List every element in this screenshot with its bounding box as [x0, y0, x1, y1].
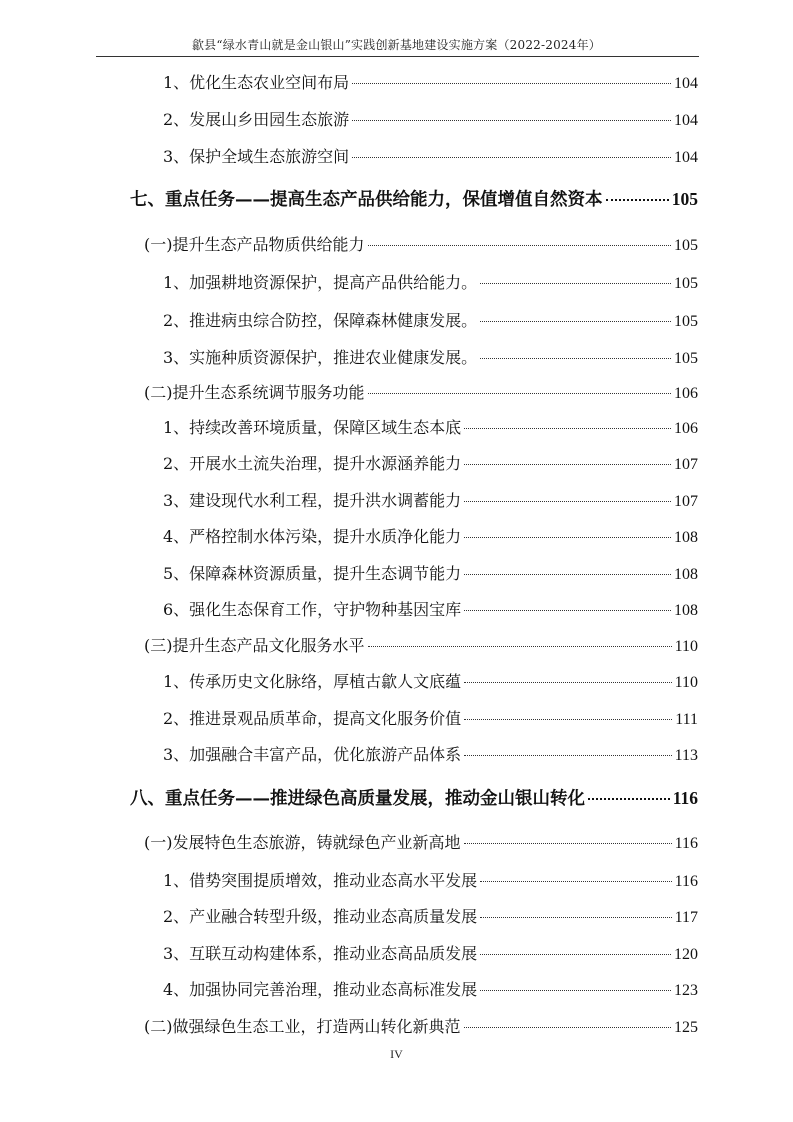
toc-subsection-entry[interactable]: [163, 270, 698, 293]
toc-entry-page: 116: [674, 835, 698, 852]
toc-entry-label: 6、强化生态保育工作，守护物种基因宝库: [163, 600, 462, 619]
toc-entry-label: 2、推进景观品质革命，提高文化服务价值: [163, 709, 462, 728]
toc-entry-page: 104: [674, 112, 698, 129]
toc-subsection-entry[interactable]: [163, 561, 698, 584]
toc-entry-page: 110: [674, 674, 698, 691]
toc-entry-page: 110: [674, 638, 698, 655]
toc-chapter-entry[interactable]: [130, 186, 698, 211]
toc-subsection-entry[interactable]: [163, 941, 698, 964]
toc-dot-leader: [464, 501, 671, 502]
toc-entry-label: 1、借势突围提质增效，推动业态高水平发展: [163, 871, 478, 890]
toc-dot-leader: [368, 646, 672, 647]
toc-dot-leader: [352, 83, 671, 84]
toc-entry-page: 106: [674, 385, 698, 402]
toc-entry-page: 108: [674, 529, 698, 546]
toc-subsection-entry[interactable]: [163, 488, 698, 511]
toc-dot-leader: [464, 1027, 672, 1028]
toc-entry-page: 108: [674, 602, 698, 619]
toc-dot-leader: [480, 358, 671, 359]
toc-dot-leader: [464, 843, 672, 844]
toc-entry-label: 2、开展水土流失治理，提升水源涵养能力: [163, 454, 462, 473]
toc-entry-page: 105: [674, 313, 698, 330]
toc-entry-page: 106: [674, 420, 698, 437]
toc-subsection-entry[interactable]: [163, 70, 698, 93]
toc-subsection-entry[interactable]: [163, 451, 698, 474]
toc-entry-page: 120: [674, 946, 698, 963]
toc-entry-label: (二)做强绿色生态工业，打造两山转化新典范: [144, 1017, 461, 1036]
toc-dot-leader: [480, 917, 671, 918]
toc-entry-label: 八、重点任务——推进绿色高质量发展，推动金山银山转化: [130, 789, 585, 809]
toc-dot-leader: [368, 393, 672, 394]
toc-entry-label: 1、持续改善环境质量，保障区域生态本底: [163, 418, 462, 437]
toc-entry-label: 3、实施种质资源保护，推进农业健康发展。: [163, 348, 478, 367]
toc-dot-leader: [352, 157, 671, 158]
toc-entry-page: 105: [674, 275, 698, 292]
toc-dot-leader: [464, 755, 671, 756]
toc-entry-page: 125: [674, 1019, 698, 1036]
toc-entry-label: (三)提升生态产品文化服务水平: [144, 636, 365, 655]
toc-subsection-entry[interactable]: [163, 415, 698, 438]
toc-entry-page: 107: [674, 456, 698, 473]
toc-subsection-entry[interactable]: [163, 308, 698, 331]
toc-entry-page: 108: [674, 566, 698, 583]
toc-dot-leader: [464, 464, 671, 465]
toc-subsection-entry[interactable]: [163, 742, 698, 765]
toc-entry-page: 116: [672, 788, 698, 808]
toc-entry-label: (一)提升生态产品物质供给能力: [144, 235, 365, 254]
toc-entry-page: 105: [671, 189, 698, 209]
toc-subsection-entry[interactable]: [163, 904, 698, 927]
toc-subsection-entry[interactable]: [163, 669, 698, 692]
toc-entry-label: 1、优化生态农业空间布局: [163, 73, 350, 92]
toc-section-entry[interactable]: [144, 1014, 698, 1037]
toc-dot-leader: [588, 798, 670, 800]
toc-entry-page: 116: [674, 873, 698, 890]
toc-entry-page: 104: [674, 75, 698, 92]
toc-entry-label: 1、加强耕地资源保护，提高产品供给能力。: [163, 273, 478, 292]
toc-entry-label: 2、推进病虫综合防控，保障森林健康发展。: [163, 311, 478, 330]
toc-entry-label: 5、保障森林资源质量，提升生态调节能力: [163, 564, 462, 583]
toc-subsection-entry[interactable]: [163, 107, 698, 130]
running-header: 歙县“绿水青山就是金山银山”实践创新基地建设实施方案（2022-2024年）: [191, 38, 601, 52]
toc-entry-label: 3、保护全域生态旅游空间: [163, 147, 350, 166]
toc-subsection-entry[interactable]: [163, 977, 698, 1000]
toc-entry-page: 113: [674, 747, 698, 764]
toc-dot-leader: [368, 245, 672, 246]
toc-section-entry[interactable]: [144, 380, 698, 403]
toc-entry-label: 1、传承历史文化脉络，厚植古歙人文底蕴: [163, 672, 462, 691]
toc-dot-leader: [464, 537, 671, 538]
toc-entry-label: 七、重点任务——提高生态产品供给能力，保值增值自然资本: [130, 190, 603, 210]
header-rule: [96, 56, 699, 57]
toc-subsection-entry[interactable]: [163, 144, 698, 167]
toc-subsection-entry[interactable]: [163, 597, 698, 620]
toc-entry-label: 4、加强协同完善治理，推动业态高标准发展: [163, 980, 478, 999]
toc-section-entry[interactable]: [144, 232, 698, 255]
toc-dot-leader: [606, 199, 669, 201]
toc-entry-label: 3、互联互动构建体系，推动业态高品质发展: [163, 944, 478, 963]
toc-entry-label: 2、发展山乡田园生态旅游: [163, 110, 350, 129]
toc-dot-leader: [480, 881, 671, 882]
toc-dot-leader: [464, 682, 671, 683]
toc-dot-leader: [352, 120, 671, 121]
toc-entry-label: (二)提升生态系统调节服务功能: [144, 383, 365, 402]
toc-dot-leader: [480, 283, 671, 284]
toc-subsection-entry[interactable]: [163, 868, 698, 891]
toc-dot-leader: [464, 610, 671, 611]
page-number: IV: [390, 1047, 403, 1061]
toc-entry-label: 3、建设现代水利工程，提升洪水调蓄能力: [163, 491, 462, 510]
toc-entry-page: 104: [674, 149, 698, 166]
toc-entry-label: 2、产业融合转型升级，推动业态高质量发展: [163, 907, 478, 926]
toc-dot-leader: [464, 574, 671, 575]
toc-subsection-entry[interactable]: [163, 524, 698, 547]
toc-entry-label: (一)发展特色生态旅游，铸就绿色产业新高地: [144, 833, 461, 852]
toc-dot-leader: [480, 954, 671, 955]
toc-entry-label: 4、严格控制水体污染，提升水质净化能力: [163, 527, 462, 546]
toc-subsection-entry[interactable]: [163, 706, 698, 729]
toc-entry-page: 105: [674, 350, 698, 367]
toc-entry-page: 105: [674, 237, 698, 254]
toc-entry-page: 123: [674, 982, 698, 999]
toc-dot-leader: [480, 990, 671, 991]
toc-dot-leader: [464, 428, 671, 429]
toc-entry-page: 107: [674, 493, 698, 510]
toc-section-entry[interactable]: [144, 830, 698, 853]
toc-section-entry[interactable]: [144, 633, 698, 656]
toc-dot-leader: [464, 719, 672, 720]
toc-subsection-entry[interactable]: [163, 345, 698, 368]
toc-entry-page: 111: [675, 711, 698, 728]
toc-dot-leader: [480, 321, 671, 322]
toc-entry-page: 117: [674, 909, 698, 926]
toc-entry-label: 3、加强融合丰富产品，优化旅游产品体系: [163, 745, 462, 764]
toc-chapter-entry[interactable]: [130, 785, 698, 810]
